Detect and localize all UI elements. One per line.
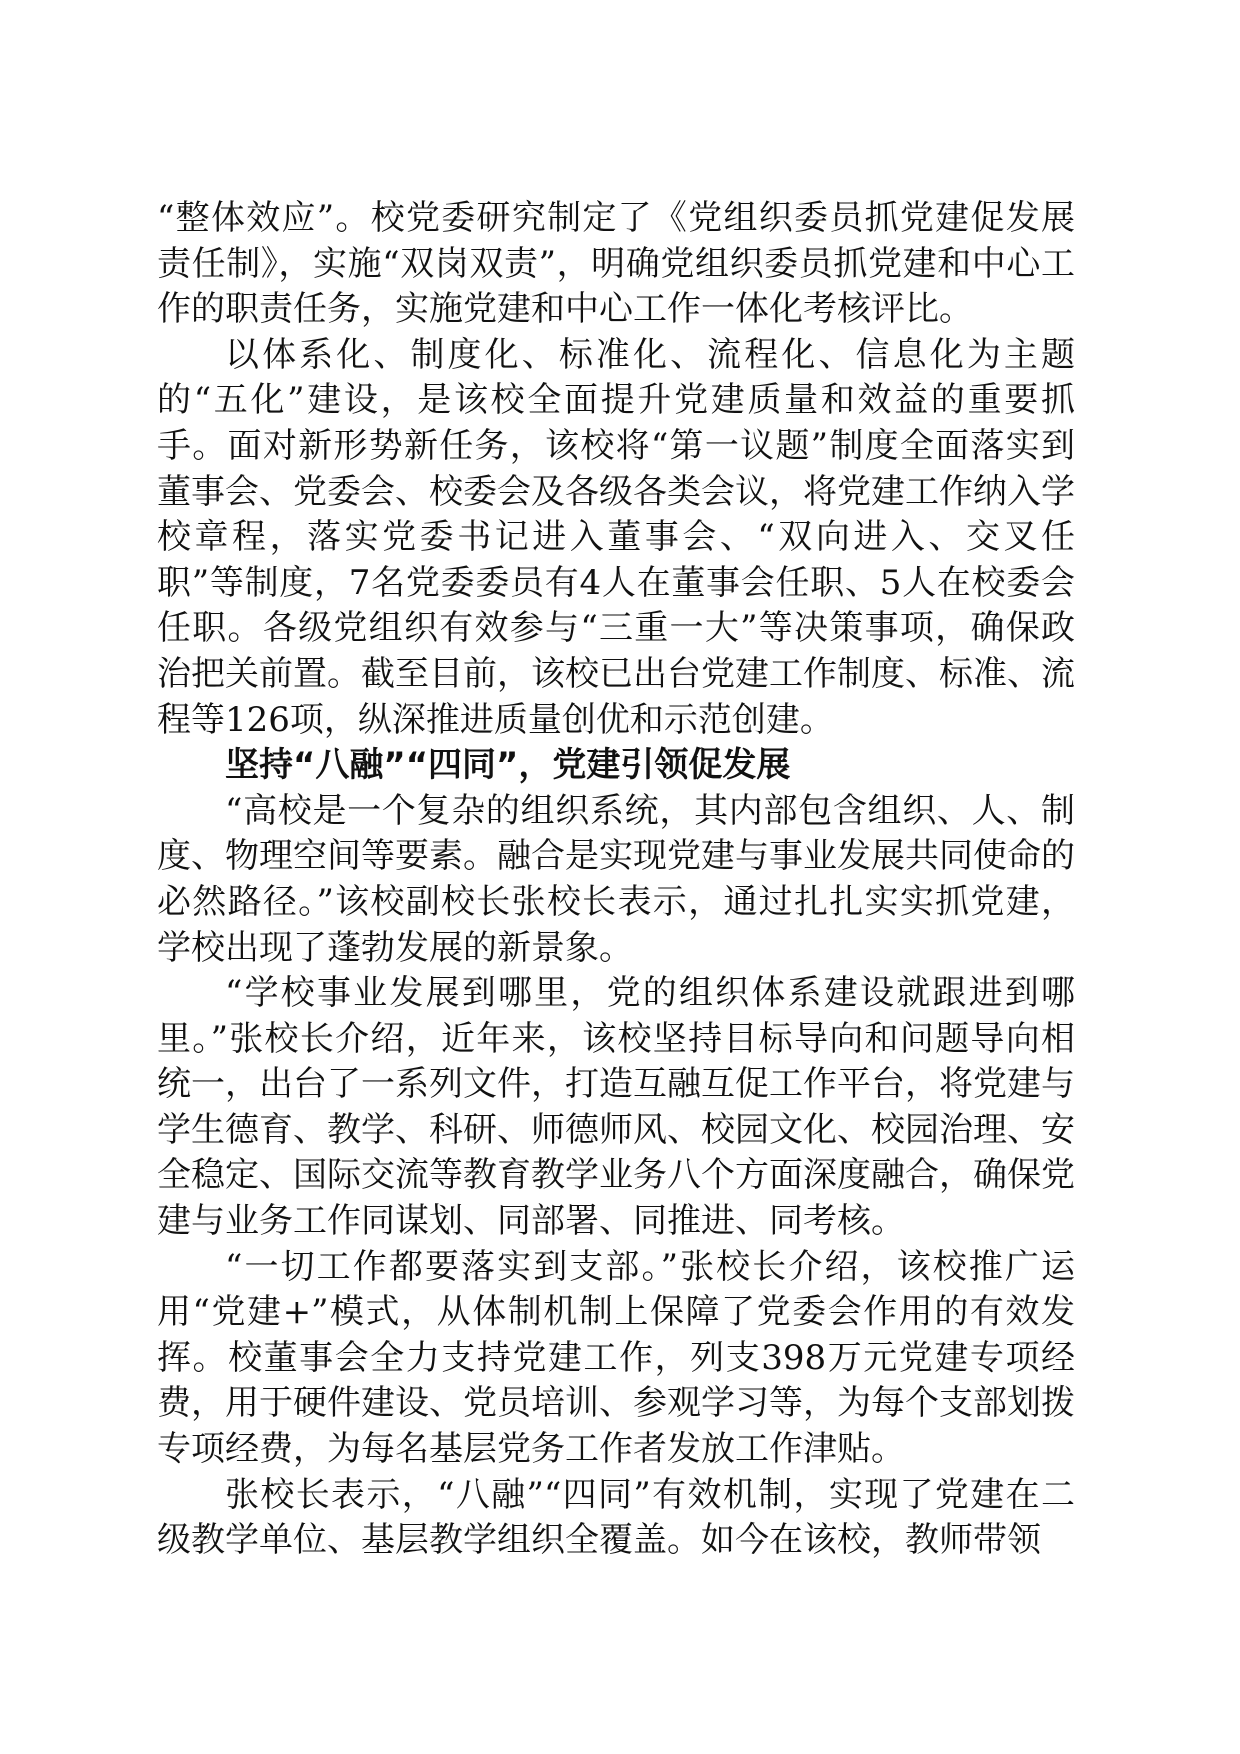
paragraph-3: “高校是一个复杂的组织系统，其内部包含组织、人、制度、物理空间等要素。融合是实现党建与事业发展共同使命的必然路径。”该校副校长张校长表示，通过扎扎实实抓党建，学校出现了蓬勃发展的新景象。 [157, 790, 1075, 968]
paragraph-1: “整体效应”。校党委研究制定了《党组织委员抓党建促发展责任制》，实施“双岗双责”，明确党组织委员抓党建和中心工作的职责任务，实施党建和中心工作一体化考核评比。 [157, 198, 1075, 330]
document-body [157, 196, 1075, 1564]
paragraph-2: 以体系化、制度化、标准化、流程化、信息化为主题的“五化”建设，是该校全面提升党建质量和效益的重要抓手。面对新形势新任务，该校将“第一议题”制度全面落实到董事会、党委会、校委会及各级各类会议，将党建工作纳入学校章程，落实党委书记进入董事会、“双向进入、交叉任职”等制度，7名党委委员有4人在董事会任职、5人在校委会任职。各级党组织有效参与“三重一大”等决策事项，确保政治把关前置。截至目前，该校已出台党建工作制度、标准、流程等126项，纵深推进质量创优和示范创建。 [157, 334, 1075, 740]
section-heading: 坚持“八融”“四同”，党建引领促发展 [225, 745, 791, 786]
paragraph-5: “一切工作都要落实到支部。”张校长介绍，该校推广运用“党建+”模式，从体制机制上保障了党委会作用的有效发挥。校董事会全力支持党建工作，列支398万元党建专项经费，用于硬件建设、党员培训、参观学习等，为每个支部划拨专项经费，为每名基层党务工作者发放工作津贴。 [157, 1246, 1075, 1470]
paragraph-6: 张校长表示，“八融”“四同”有效机制，实现了党建在二级教学单位、基层教学组织全覆盖。如今在该校，教师带领 [157, 1474, 1075, 1561]
paragraph-4: “学校事业发展到哪里，党的组织体系建设就跟进到哪里。”张校长介绍，近年来，该校坚持目标导向和问题导向相统一，出台了一系列文件，打造互融互促工作平台，将党建与学生德育、教学、科研、师德师风、校园文化、校园治理、安全稳定、国际交流等教育教学业务八个方面深度融合，确保党建与业务工作同谋划、同部署、同推进、同考核。 [157, 973, 1075, 1242]
